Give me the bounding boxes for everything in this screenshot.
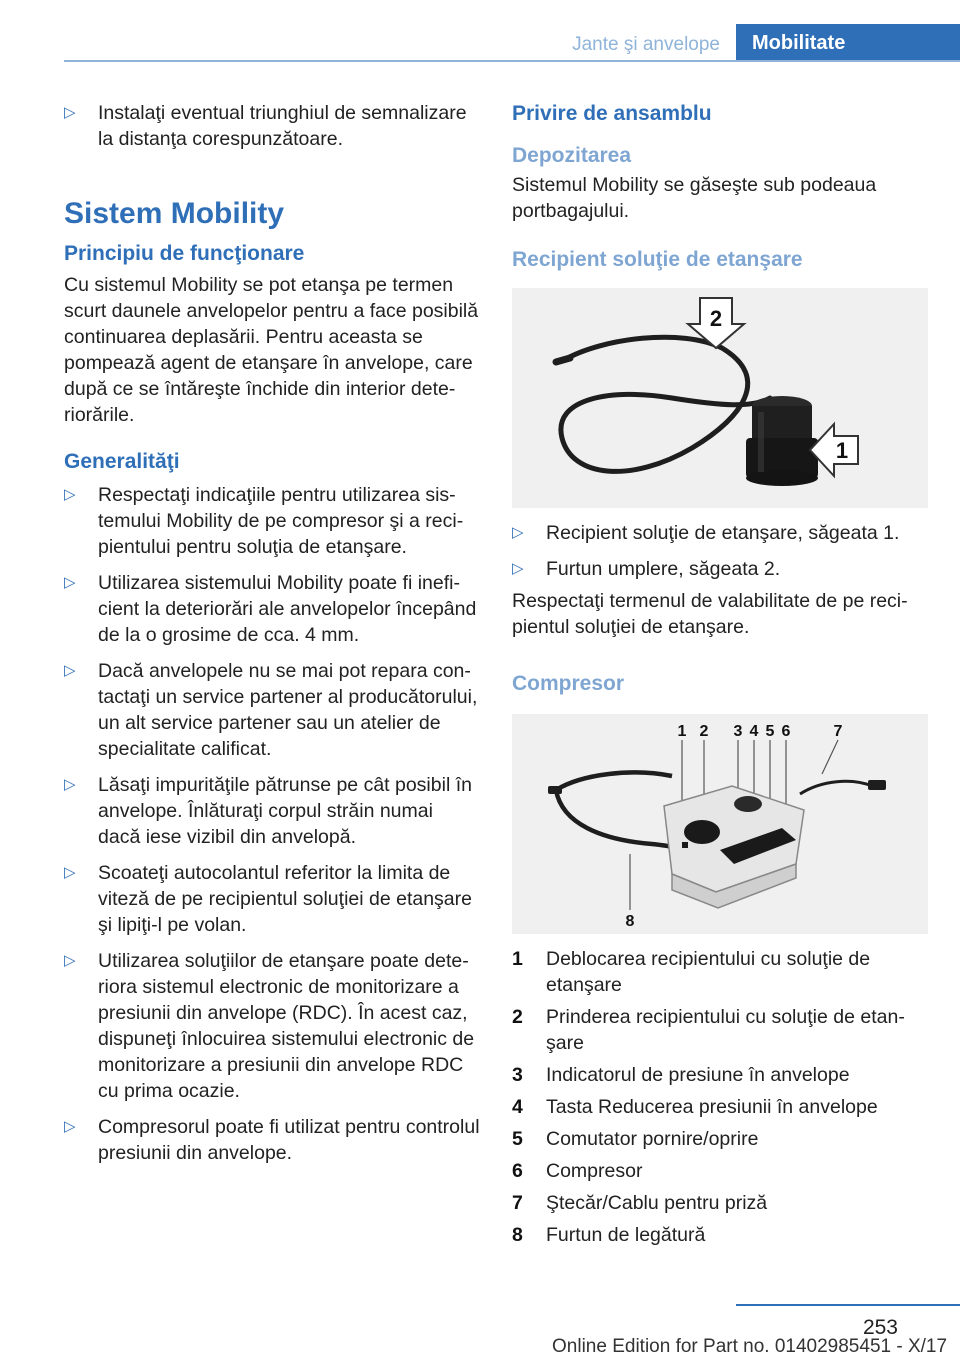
general-heading: Generalităţi	[64, 450, 180, 473]
list-item-text: Recipient soluţie de etanşare, săgeata 1.	[546, 522, 900, 544]
list-item	[512, 1004, 928, 1056]
list-item	[64, 570, 480, 648]
list-item-text: Scoateţi autocolantul referitor la limita de viteză de pe recipientul soluţiei de etanşare şi lipiţi-l pe volan.	[98, 862, 472, 936]
container-bullet-list	[512, 520, 928, 582]
figure-callout-label: 1	[677, 723, 687, 740]
list-item-text: Furtun umplere, săgeata 2.	[546, 558, 781, 580]
item-text: Ştecăr/Cablu pentru priză	[546, 1192, 768, 1214]
figure-callout-label: 5	[765, 723, 775, 740]
triangle-bullet-icon: ▷	[64, 574, 76, 591]
list-item	[64, 100, 480, 152]
overview-heading: Privire de ansamblu	[512, 102, 712, 125]
sealant-container-figure	[512, 288, 928, 508]
list-item	[512, 1158, 928, 1184]
list-item	[512, 1126, 928, 1152]
item-text: Deblocarea recipientului cu soluţie de etanşare	[546, 948, 871, 996]
item-text: Compresor	[546, 1160, 643, 1182]
list-item-text: Respectaţi indicaţiile pentru utilizarea sistemului Mobility de pe compresor şi a recipientului pentru soluţia de etanşare.	[98, 484, 464, 558]
list-item	[512, 520, 928, 546]
intro-bullet-list	[64, 100, 480, 152]
triangle-bullet-icon: ▷	[512, 560, 524, 577]
container-heading: Recipient soluţie de etanşare	[512, 248, 803, 271]
principle-heading: Principiu de funcţionare	[64, 242, 305, 265]
item-text: Prinderea recipientului cu soluţie de etanşare	[546, 1006, 905, 1054]
right-column	[512, 100, 928, 1248]
left-column	[64, 100, 480, 1166]
list-item-text: Compresorul poate fi utilizat pentru controlul presiunii din anvelope.	[98, 1116, 480, 1164]
triangle-bullet-icon: ▷	[64, 864, 76, 881]
item-number: 4	[512, 1096, 523, 1118]
list-item	[512, 1222, 928, 1248]
list-item	[64, 658, 480, 762]
section-title: Sistem Mobility	[64, 197, 285, 230]
triangle-bullet-icon: ▷	[64, 486, 76, 503]
list-item	[64, 860, 480, 938]
compressor-parts-list	[512, 946, 928, 1248]
list-item	[512, 1062, 928, 1088]
sealant-container-illustration	[512, 288, 928, 508]
triangle-bullet-icon: ▷	[64, 952, 76, 969]
edition-note: Online Edition for Part no. 01402985451 - X/17	[552, 1336, 948, 1357]
item-text: Comutator pornire/oprire	[546, 1128, 759, 1150]
principle-paragraph: Cu sistemul Mobility se pot etanşa pe termen scurt daunele anvelopelor pentru a face posibilă continuarea deplasării. Pentru aceasta se pompează agent de etanşare în anvelope, care după ce se întăreşte închide din interior deteriorările.	[64, 274, 479, 426]
running-header-chapter: Mobilitate	[736, 24, 960, 62]
container-note: Respectaţi termenul de valabilitate de pe recipientul soluţiei de etanşare.	[512, 590, 908, 638]
list-item	[512, 1190, 928, 1216]
compressor-heading: Compresor	[512, 672, 625, 695]
page-number: 253	[862, 1316, 898, 1339]
item-number: 6	[512, 1160, 523, 1182]
list-item-text: Utilizarea soluţiilor de etanşare poate deteriora sistemul electronic de monitorizare a presiunii din anvelope (RDC). În acest caz, dispuneţi înlocuirea sistemului electronic de monitorizare a presiunii din anvelope RDC cu prima ocazie.	[98, 950, 475, 1102]
list-item	[64, 772, 480, 850]
figure-callout-label: 8	[625, 913, 635, 930]
list-item	[512, 556, 928, 582]
triangle-bullet-icon: ▷	[64, 662, 76, 679]
figure-arrow-label: 1	[835, 438, 849, 463]
figure-callout-label: 4	[749, 723, 759, 740]
footer-rule	[736, 1304, 960, 1306]
figure-callout-label: 2	[699, 723, 709, 740]
item-number: 7	[512, 1192, 523, 1214]
figure-callout-label: 6	[781, 723, 791, 740]
compressor-illustration	[512, 714, 928, 934]
storage-heading: Depozitarea	[512, 144, 632, 167]
triangle-bullet-icon: ▷	[512, 524, 524, 541]
triangle-bullet-icon: ▷	[64, 776, 76, 793]
list-item-text: Lăsaţi impurităţile pătrunse pe cât posibil în anvelope. Înlăturaţi corpul străin numai dacă iese vizibil din anvelopă.	[98, 774, 472, 848]
storage-paragraph: Sistemul Mobility se găseşte sub podeaua portbagajului.	[512, 174, 877, 222]
list-item-text: Instalaţi eventual triunghiul de semnalizare la distanţa corespunzătoare.	[98, 102, 467, 150]
list-item	[64, 482, 480, 560]
item-text: Furtun de legătură	[546, 1224, 706, 1246]
header-rule	[64, 60, 960, 62]
item-text: Tasta Reducerea presiunii în anvelope	[546, 1096, 878, 1118]
list-item-text: Utilizarea sistemului Mobility poate fi ineficient la deteriorări ale anvelopelor începând de la o grosime de cca. 4 mm.	[98, 572, 477, 646]
item-number: 2	[512, 1006, 523, 1028]
figure-arrow-label: 2	[709, 306, 723, 331]
compressor-figure	[512, 714, 928, 934]
triangle-bullet-icon: ▷	[64, 1118, 76, 1135]
general-bullet-list	[64, 482, 480, 1166]
figure-callout-label: 3	[733, 723, 743, 740]
list-item	[64, 1114, 480, 1166]
item-text: Indicatorul de presiune în anvelope	[546, 1064, 850, 1086]
item-number: 8	[512, 1224, 523, 1246]
running-header-section: Jante şi anvelope	[572, 34, 720, 55]
item-number: 3	[512, 1064, 523, 1086]
list-item	[64, 948, 480, 1104]
triangle-bullet-icon: ▷	[64, 104, 76, 121]
item-number: 5	[512, 1128, 523, 1150]
figure-callout-label: 7	[833, 723, 843, 740]
list-item	[512, 946, 928, 998]
list-item	[512, 1094, 928, 1120]
item-number: 1	[512, 948, 523, 970]
list-item-text: Dacă anvelopele nu se mai pot repara contactaţi un service partener al producătorului, un alt service partener sau un atelier de specialitate calificat.	[98, 660, 478, 760]
